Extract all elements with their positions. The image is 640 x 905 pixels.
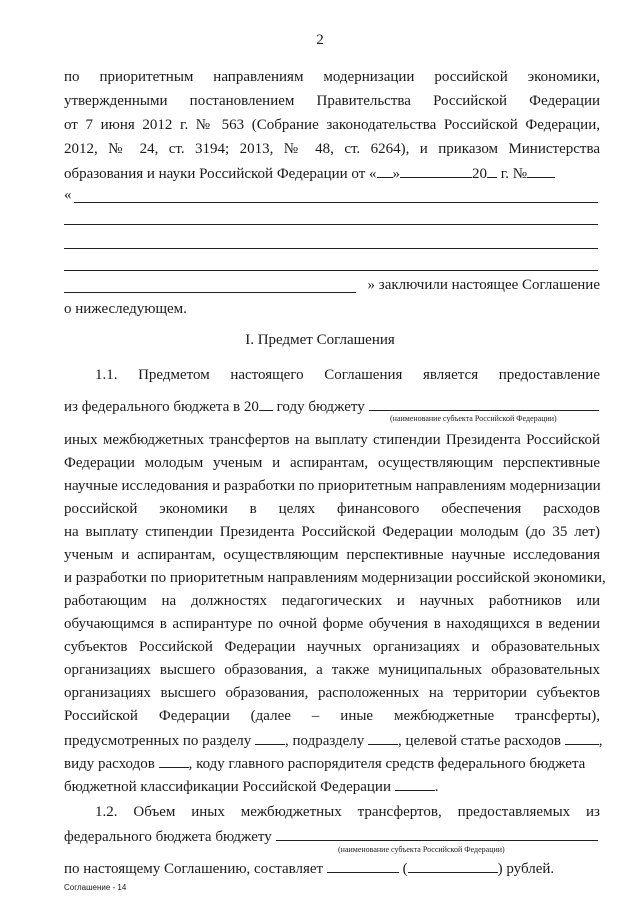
p11-subject-caption: (наименование субъекта Российской Федерации) [390, 414, 557, 423]
intro-line-1: по приоритетным направлениям модернизации российской экономики, [64, 69, 600, 85]
p11-budget-label: году бюджету [272, 399, 365, 415]
p11-classification-label: бюджетной классификации Российской Федерации [64, 779, 391, 795]
p12-budget-label: федерального бюджета бюджету [64, 829, 272, 845]
p12-rubles-label: ) рублей. [497, 861, 555, 877]
order-date-prefix: образования и науки Российской Федерации от « [64, 166, 377, 182]
p11-subsection-blank [368, 730, 398, 745]
p11-year-blank [259, 396, 273, 411]
p11-subsection-label: , подразделу [284, 733, 365, 749]
p11-line-10: работающим на должностях педагогических и научных работников или [64, 593, 600, 609]
order-number-label: г. № [500, 166, 528, 182]
p11-target-label: , целевой статье расходов [398, 733, 561, 749]
p11-line-7: на выплату стипендии Президента Российской Федерации молодым (до 35 лет) [64, 524, 600, 540]
p11-line-6: российской экономики в целях финансового обеспечения расходов [64, 501, 600, 517]
following-text: о нижеследующем. [64, 301, 187, 317]
p12-subject-blank [276, 826, 598, 841]
p11-section-label: предусмотренных по разделу [64, 733, 252, 749]
blank-line-3 [64, 248, 598, 249]
blank-line-5 [64, 292, 356, 293]
p12-open-paren: ( [402, 861, 408, 877]
open-quote: « [64, 187, 72, 203]
p12-amount-words-blank [408, 858, 498, 873]
p12-amount-blank [327, 858, 399, 873]
order-date-line [64, 163, 600, 184]
p11-subject-blank [369, 396, 599, 411]
p11-line-14: организациях высшего образования, расположенных на территории субъектов [64, 685, 600, 701]
p11-line-12: субъектов Российской Федерации научных организациях и образовательных [64, 639, 600, 655]
p11-line-11: обучающимся в аспирантуре по очной форме обучения в находящихся в ведении [64, 616, 600, 632]
intro-line-3: от 7 июня 2012 г. № 563 (Собрание законодательства Российской Федерации, [64, 117, 600, 133]
p11-year-prefix: из федерального бюджета в 20 [64, 399, 259, 415]
order-number-blank [527, 163, 555, 178]
p11-line-13: организациях высшего образования, а также муниципальных образовательных [64, 662, 600, 678]
p11-line-5: научные исследования и разработки по приоритетным направлениям модернизации [64, 478, 601, 494]
p11-code-label: , коду главного распорядителя средств федерального бюджета [188, 756, 586, 772]
p12-amount-label: по настоящему Соглашению, составляет [64, 861, 324, 877]
order-year-blank [487, 163, 497, 178]
p11-line-3: иных межбюджетных трансфертов на выплату стипендии Президента Российской [64, 432, 600, 448]
page-number: 2 [316, 32, 324, 48]
order-day-close-quote: » [392, 166, 401, 182]
p12-subject-caption: (наименование субъекта Российской Федерации) [338, 845, 505, 854]
p11-line-4: Федерации молодым ученым и аспирантам, осуществляющим перспективные [64, 455, 600, 471]
p11-line-8: ученым и аспирантам, осуществляющим перспективные научные исследования [64, 547, 600, 563]
p11-line-1: 1.1. Предметом настоящего Соглашения является предоставление [95, 367, 600, 383]
p11-line-18 [64, 776, 600, 797]
p11-type-label: виду расходов [64, 756, 155, 772]
p11-type-blank [159, 753, 189, 768]
p11-classification-blank [395, 776, 435, 791]
p11-line-15: Российской Федерации (далее – иные межбюджетные трансферты), [64, 708, 600, 724]
intro-line-4: 2012, № 24, ст. 3194; 2013, № 48, ст. 6264), и приказом Министерства [64, 141, 600, 157]
blank-line-2 [64, 224, 598, 225]
p11-line-16 [64, 730, 603, 751]
p12-line-3 [64, 858, 600, 879]
p11-section-blank [255, 730, 285, 745]
concluded-text: » заключили настоящее Соглашение [367, 277, 600, 293]
order-year-prefix: 20 [472, 166, 488, 182]
p11-line-9: и разработки по приоритетным направлениям модернизации российской экономики, [64, 570, 606, 586]
blank-line-1 [74, 202, 598, 203]
intro-line-2: утвержденными постановлением Правительства Российской Федерации [64, 93, 600, 109]
section-title: I. Предмет Соглашения [245, 332, 395, 348]
order-month-blank [400, 163, 472, 178]
p12-line-2 [64, 826, 600, 847]
p11-target-blank [565, 730, 599, 745]
order-day-blank [377, 163, 393, 178]
footer-label: Соглашение - 14 [64, 883, 127, 892]
blank-line-4 [64, 270, 598, 271]
p11-period: . [434, 779, 439, 795]
p11-line-17 [64, 753, 600, 774]
p12-line-1: 1.2. Объем иных межбюджетных трансфертов, предоставляемых из [95, 804, 600, 820]
p11-comma: , [598, 733, 603, 749]
